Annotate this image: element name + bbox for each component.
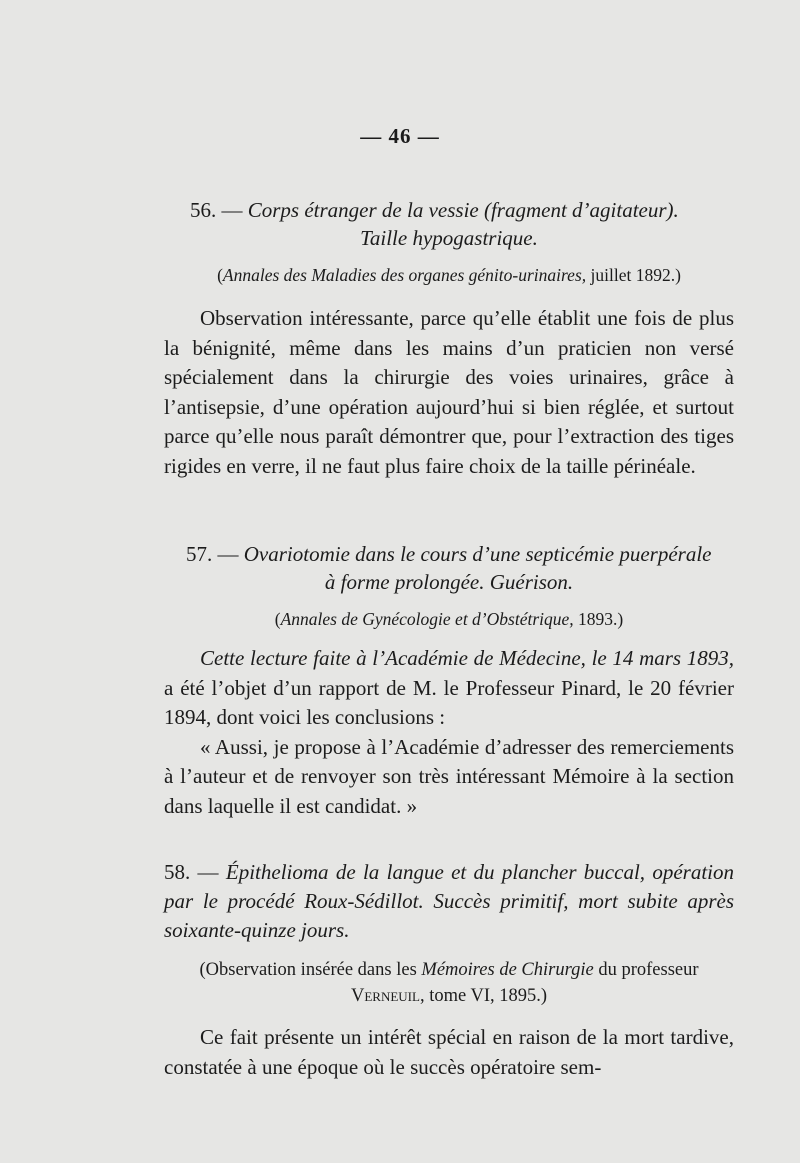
entry-body: Observation intéressante, parce qu’elle établit une fois de plus la bénignité, même dans les mains d’un praticien non versé spécialement dans la chirurgie des voies urinaires, grâce à l’antisepsie, d’une opération aujourd’hui si bien réglée, et surtout parce qu’elle nous paraît démontrer que, pour l’extraction des tiges rigides en verre, il ne faut plus faire choix de la taille périnéale. (164, 306, 734, 478)
entry-title-text: Épithelioma de la langue et du plancher buccal, opération par le procédé Roux-Sédillot. Succès primitif, mort subite après soixante-quinze jours. (164, 860, 735, 942)
ref-open: ( (274, 609, 281, 629)
entry-title: 56. — Corps étranger de la vessie (fragment d’agitateur). (190, 198, 679, 222)
entry-number: 57. (186, 542, 213, 566)
entry-body-rest: a été l’objet d’un rapport de M. le Professeur Pinard, le 20 février 1894, dont voici les conclusions : (164, 675, 734, 729)
entry-reference (164, 262, 734, 288)
entry-title-line2: Taille hypogastrique. (360, 226, 538, 250)
entry-reference (164, 957, 734, 1009)
entry-number: 58. (164, 860, 191, 884)
entry-title-line1: Corps étranger de la vessie (fragment d’agitateur). (247, 198, 679, 222)
ref-author: Verneuil (350, 986, 420, 1006)
entry-57 (164, 540, 734, 821)
entry-quote: « Aussi, je propose à l’Académie d’adresser des remerciements à l’auteur et de renvoyer son très intéressant Mémoire à la section dans laquelle il est candidat. » (164, 734, 734, 818)
entry-title-line2: à forme prolongée. Guérison. (324, 570, 574, 594)
entry-title-line1: Ovariotomie dans le cours d’une septicémie puerpérale (243, 542, 712, 566)
entry-58 (164, 858, 734, 1082)
entry-title: 57. — Ovariotomie dans le cours d’une septicémie puerpérale (186, 542, 712, 566)
ref-open: ( (217, 265, 223, 285)
ref-post: du professeur (593, 960, 699, 980)
ref-source: Annales des Maladies des organes génito-urinaires, (222, 265, 587, 285)
entry-body (164, 644, 734, 733)
ref-date: juillet 1892.) (586, 265, 681, 285)
ref-source: Annales de Gynécologie et d’Obstétrique, (280, 609, 574, 629)
entry-reference (164, 606, 734, 632)
ref-source: Mémoires de Chirurgie (421, 960, 594, 980)
ref-tail: , tome VI, 1895.) (419, 986, 548, 1006)
entry-number: 56. (190, 198, 217, 222)
page-number: — 46 — (360, 124, 440, 148)
ref-date: 1893.) (573, 609, 624, 629)
entry-56 (164, 196, 734, 481)
ref-pre: (Observation insérée dans les (199, 960, 422, 980)
entry-body: Ce fait présente un intérêt spécial en raison de la mort tardive, constatée à une époque où le succès opératoire sem- (164, 1025, 734, 1079)
entry-body-italic: Cette lecture faite à l’Académie de Médecine, le 14 mars 1893, (200, 646, 734, 670)
entry-title: 58. — Épithelioma de la langue et du plancher buccal, opération par le procédé Roux-Sédillot. Succès primitif, mort subite après soixante-quinze jours. (164, 860, 735, 942)
